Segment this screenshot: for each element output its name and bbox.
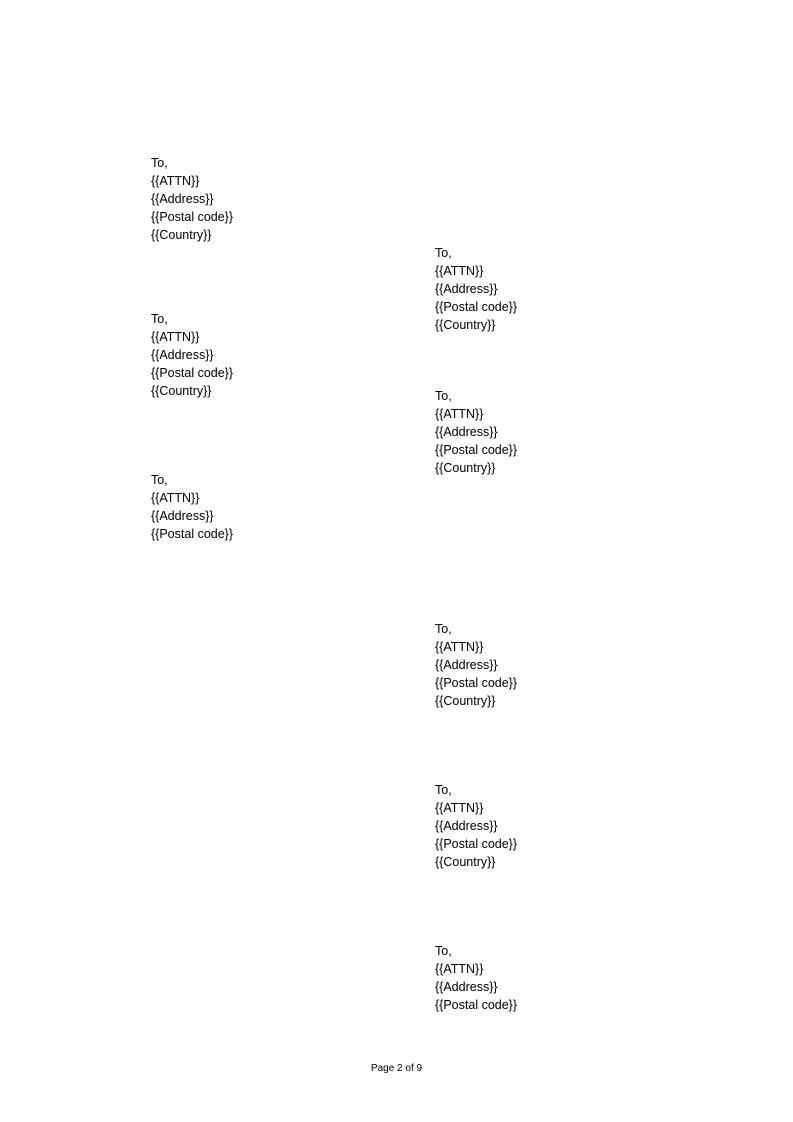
label-address: {{Address}} [435,282,498,296]
address-label [435,620,517,710]
address-label [151,154,233,244]
label-address: {{Address}} [435,819,498,833]
label-country: {{Country}} [151,384,212,398]
label-salutation: To, [435,246,452,260]
label-address: {{Address}} [435,658,498,672]
label-salutation: To, [435,622,452,636]
label-attn: {{ATTN}} [435,801,484,815]
label-salutation: To, [151,156,168,170]
label-country: {{Country}} [435,318,496,332]
label-address: {{Address}} [435,980,498,994]
label-address: {{Address}} [151,509,214,523]
address-label [435,244,517,334]
label-postal-code: {{Postal code}} [435,998,518,1012]
label-attn: {{ATTN}} [435,407,484,421]
label-attn: {{ATTN}} [151,330,200,344]
address-label [151,310,233,400]
label-attn: {{ATTN}} [151,174,200,188]
address-label [435,781,517,871]
label-salutation: To, [151,312,168,326]
label-postal-code: {{Postal code}} [435,443,518,457]
label-postal-code: {{Postal code}} [151,527,234,541]
label-postal-code: {{Postal code}} [151,366,234,380]
label-attn: {{ATTN}} [435,640,484,654]
label-country: {{Country}} [435,461,496,475]
label-salutation: To, [435,389,452,403]
label-attn: {{ATTN}} [435,264,484,278]
label-address: {{Address}} [151,192,214,206]
label-country: {{Country}} [435,694,496,708]
label-salutation: To, [435,783,452,797]
label-postal-code: {{Postal code}} [435,676,518,690]
label-country: {{Country}} [435,855,496,869]
label-salutation: To, [435,944,452,958]
address-label [435,387,517,477]
label-country: {{Country}} [151,228,212,242]
label-postal-code: {{Postal code}} [151,210,234,224]
label-address: {{Address}} [151,348,214,362]
label-postal-code: {{Postal code}} [435,300,518,314]
address-label [435,942,517,1014]
address-label [151,471,233,543]
label-postal-code: {{Postal code}} [435,837,518,851]
label-attn: {{ATTN}} [151,491,200,505]
page-number-footer: Page 2 of 9 [370,1063,423,1074]
label-attn: {{ATTN}} [435,962,484,976]
label-salutation: To, [151,473,168,487]
label-address: {{Address}} [435,425,498,439]
